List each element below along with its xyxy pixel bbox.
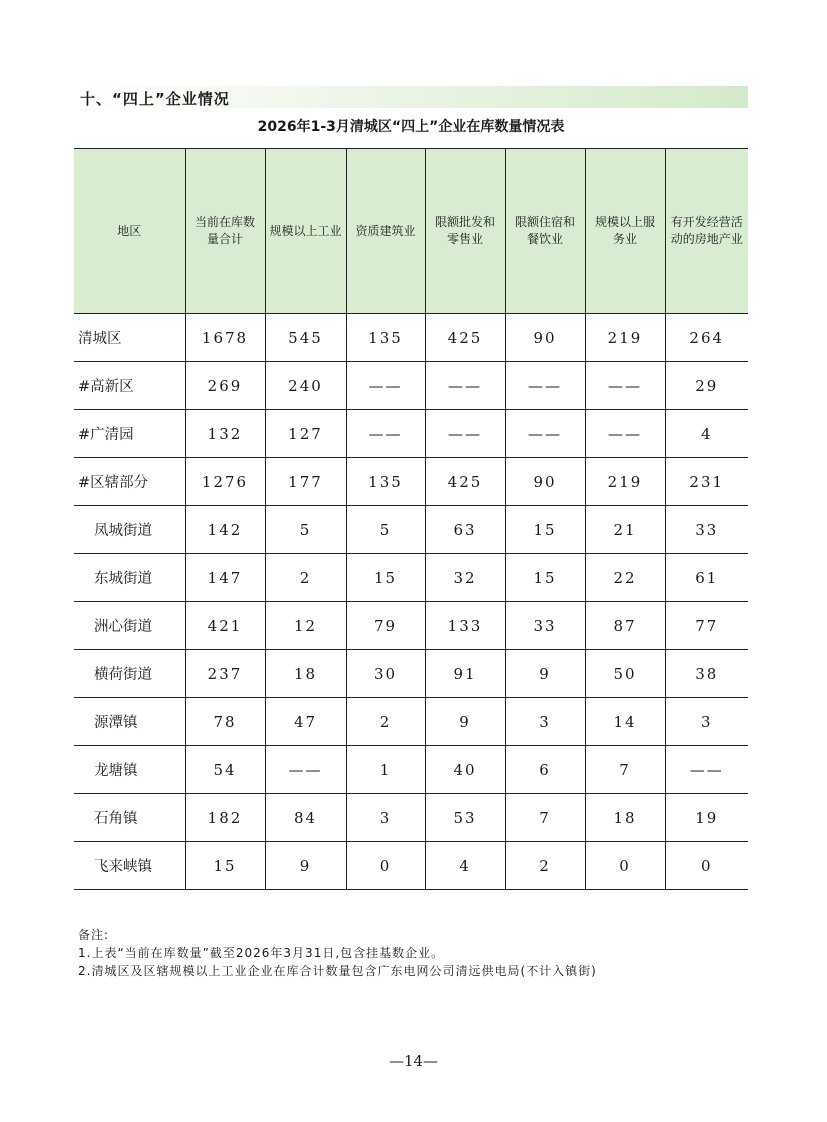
region-cell: 洲心街道 — [74, 602, 185, 650]
region-cell: 清城区 — [74, 314, 185, 362]
value-cell: 12 — [265, 602, 346, 650]
value-cell: 9 — [265, 842, 346, 890]
note-item: 2.清城区及区辖规模以上工业企业在库合计数量包含广东电网公司清远供电局(不计入镇街) — [78, 964, 597, 978]
value-cell: 77 — [665, 602, 748, 650]
table-body — [74, 314, 748, 890]
value-cell: 269 — [185, 362, 265, 410]
value-cell: 54 — [185, 746, 265, 794]
value-cell: —— — [265, 746, 346, 794]
value-cell: 32 — [425, 554, 505, 602]
table-header-row — [74, 149, 748, 314]
value-cell: 2 — [505, 842, 585, 890]
table-row — [74, 506, 748, 554]
value-cell: 135 — [346, 314, 425, 362]
value-cell: 15 — [346, 554, 425, 602]
value-cell: 78 — [185, 698, 265, 746]
page-number: —14— — [388, 1052, 439, 1070]
value-cell: 30 — [346, 650, 425, 698]
table-title: 2026年1-3月清城区“四上”企业在库数量情况表 — [257, 119, 565, 135]
region-cell: #高新区 — [74, 362, 185, 410]
region-cell: 石角镇 — [74, 794, 185, 842]
value-cell: 15 — [505, 506, 585, 554]
value-cell: 9 — [425, 698, 505, 746]
value-cell: 425 — [425, 314, 505, 362]
value-cell: 29 — [665, 362, 748, 410]
value-cell: —— — [665, 746, 748, 794]
value-cell: 142 — [185, 506, 265, 554]
value-cell: 6 — [505, 746, 585, 794]
value-cell: 7 — [585, 746, 665, 794]
header-total: 当前在库数量合计 — [185, 149, 265, 314]
header-construction: 资质建筑业 — [346, 149, 425, 314]
value-cell: 38 — [665, 650, 748, 698]
value-cell: 15 — [505, 554, 585, 602]
value-cell: —— — [505, 362, 585, 410]
region-cell: 飞来峡镇 — [74, 842, 185, 890]
value-cell: 237 — [185, 650, 265, 698]
region-cell: 源潭镇 — [74, 698, 185, 746]
value-cell: 50 — [585, 650, 665, 698]
value-cell: 421 — [185, 602, 265, 650]
value-cell: 135 — [346, 458, 425, 506]
value-cell: 47 — [265, 698, 346, 746]
table-row — [74, 842, 748, 890]
value-cell: 1678 — [185, 314, 265, 362]
value-cell: 87 — [585, 602, 665, 650]
value-cell: 9 — [505, 650, 585, 698]
table-row — [74, 314, 748, 362]
value-cell: 91 — [425, 650, 505, 698]
table-row — [74, 746, 748, 794]
value-cell: 22 — [585, 554, 665, 602]
value-cell: 127 — [265, 410, 346, 458]
region-cell: 龙塘镇 — [74, 746, 185, 794]
region-cell: #广清园 — [74, 410, 185, 458]
header-region: 地区 — [74, 149, 185, 314]
value-cell: 4 — [665, 410, 748, 458]
value-cell: 18 — [585, 794, 665, 842]
value-cell: 2 — [346, 698, 425, 746]
table-row — [74, 362, 748, 410]
notes — [78, 926, 597, 980]
value-cell: 15 — [185, 842, 265, 890]
value-cell: 18 — [265, 650, 346, 698]
value-cell: 219 — [585, 314, 665, 362]
value-cell: 0 — [665, 842, 748, 890]
value-cell: 2 — [265, 554, 346, 602]
header-accommodation-catering: 限额住宿和餐饮业 — [505, 149, 585, 314]
region-cell: #区辖部分 — [74, 458, 185, 506]
header-industry: 规模以上工业 — [265, 149, 346, 314]
value-cell: 33 — [665, 506, 748, 554]
value-cell: —— — [346, 362, 425, 410]
value-cell: 63 — [425, 506, 505, 554]
value-cell: 545 — [265, 314, 346, 362]
table-row — [74, 410, 748, 458]
note-item: 1.上表“当前在库数量”截至2026年3月31日,包含挂基数企业。 — [78, 946, 445, 960]
value-cell: 90 — [505, 458, 585, 506]
value-cell: 3 — [346, 794, 425, 842]
value-cell: 1276 — [185, 458, 265, 506]
value-cell: 147 — [185, 554, 265, 602]
value-cell: 0 — [346, 842, 425, 890]
value-cell: 3 — [665, 698, 748, 746]
value-cell: 33 — [505, 602, 585, 650]
value-cell: 182 — [185, 794, 265, 842]
value-cell: 219 — [585, 458, 665, 506]
value-cell: 3 — [505, 698, 585, 746]
value-cell: 53 — [425, 794, 505, 842]
value-cell: 231 — [665, 458, 748, 506]
value-cell: 79 — [346, 602, 425, 650]
value-cell: —— — [425, 410, 505, 458]
value-cell: —— — [346, 410, 425, 458]
value-cell: 61 — [665, 554, 748, 602]
value-cell: —— — [585, 362, 665, 410]
notes-heading: 备注: — [78, 928, 110, 942]
value-cell: 14 — [585, 698, 665, 746]
value-cell: 90 — [505, 314, 585, 362]
value-cell: 84 — [265, 794, 346, 842]
region-cell: 东城街道 — [74, 554, 185, 602]
table-row — [74, 554, 748, 602]
value-cell: 7 — [505, 794, 585, 842]
value-cell: —— — [585, 410, 665, 458]
value-cell: 264 — [665, 314, 748, 362]
table-row — [74, 794, 748, 842]
header-services: 规模以上服务业 — [585, 149, 665, 314]
value-cell: —— — [505, 410, 585, 458]
value-cell: 177 — [265, 458, 346, 506]
table-row — [74, 698, 748, 746]
value-cell: 4 — [425, 842, 505, 890]
value-cell: 1 — [346, 746, 425, 794]
value-cell: 0 — [585, 842, 665, 890]
value-cell: 133 — [425, 602, 505, 650]
header-real-estate: 有开发经营活动的房地产业 — [665, 149, 748, 314]
enterprise-table — [74, 148, 748, 890]
value-cell: 5 — [346, 506, 425, 554]
table-row — [74, 650, 748, 698]
value-cell: 240 — [265, 362, 346, 410]
value-cell: 21 — [585, 506, 665, 554]
value-cell: 425 — [425, 458, 505, 506]
table-row — [74, 458, 748, 506]
region-cell: 横荷街道 — [74, 650, 185, 698]
section-title: 十、“四上”企业情况 — [80, 90, 230, 108]
table-row — [74, 602, 748, 650]
value-cell: 5 — [265, 506, 346, 554]
value-cell: 132 — [185, 410, 265, 458]
value-cell: 40 — [425, 746, 505, 794]
value-cell: —— — [425, 362, 505, 410]
region-cell: 凤城街道 — [74, 506, 185, 554]
header-wholesale-retail: 限额批发和零售业 — [425, 149, 505, 314]
value-cell: 19 — [665, 794, 748, 842]
